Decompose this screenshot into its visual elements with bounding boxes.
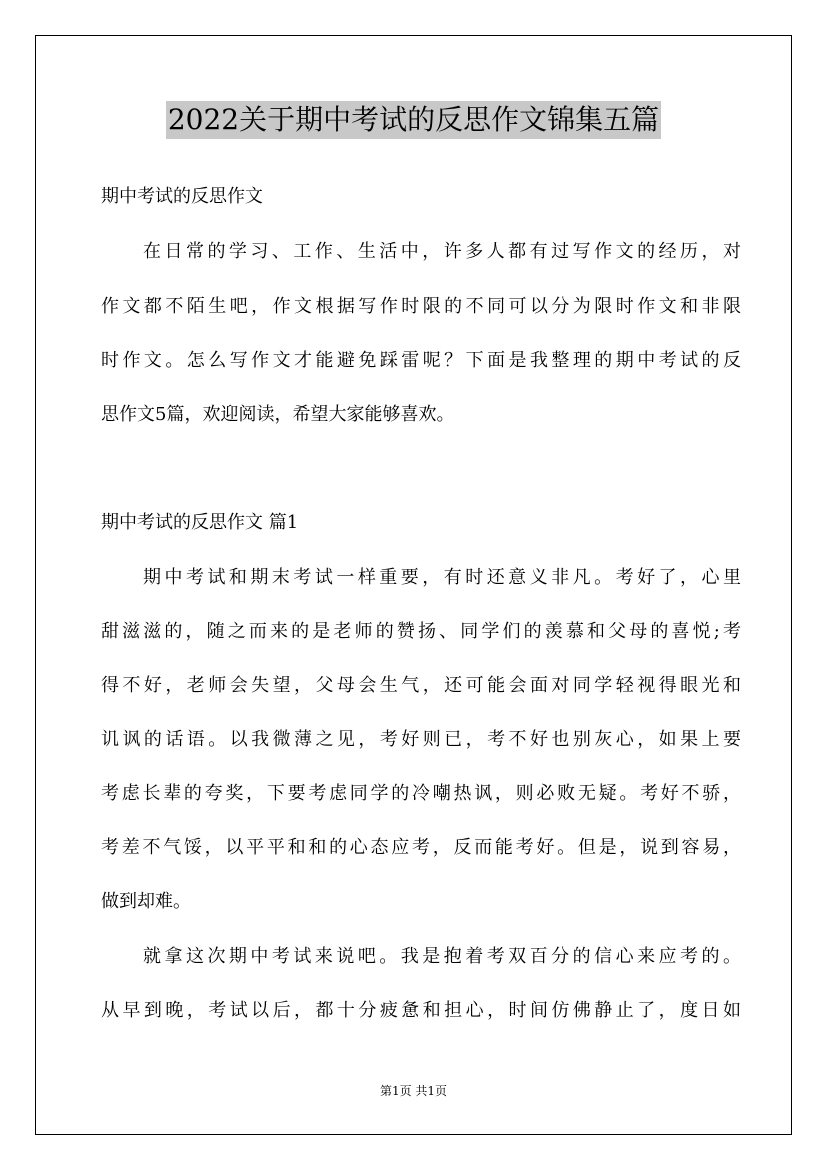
document-title: 2022关于期中考试的反思作文锦集五篇 xyxy=(166,101,661,139)
para-line: 从早到晚，考试以后，都十分疲惫和担心，时间仿佛静止了，度日如 xyxy=(101,1000,741,1021)
para-line: 就拿这次期中考试来说吧。我是抱着考双百分的信心来应考的。 xyxy=(143,946,741,967)
intro-heading: 期中考试的反思作文 xyxy=(101,186,263,207)
para-line: 甜滋滋的，随之而来的是老师的赞扬、同学们的羡慕和父母的喜悦;考 xyxy=(101,621,741,642)
para-line: 考虑长辈的夸奖，下要考虑同学的冷嘲热讽，则必败无疑。考好不骄， xyxy=(101,783,741,804)
para-line: 考差不气馁，以平平和和的心态应考，反而能考好。但是，说到容易， xyxy=(101,837,741,858)
para-line: 讥讽的话语。以我微薄之见，考好则已，考不好也别灰心，如果上要 xyxy=(101,729,741,750)
intro-line: 在日常的学习、工作、生活中，许多人都有过写作文的经历，对 xyxy=(143,241,741,262)
para-line: 做到却难。 xyxy=(101,891,191,912)
document-title-wrap xyxy=(0,101,827,139)
intro-line: 作文都不陌生吧，作文根据写作时限的不同可以分为限时作文和非限 xyxy=(101,296,741,317)
para-line: 期中考试和期末考试一样重要，有时还意义非凡。考好了，心里 xyxy=(143,567,741,588)
intro-line: 思作文5篇，欢迎阅读，希望大家能够喜欢。 xyxy=(101,404,455,425)
page-footer: 第1页 共1页 xyxy=(379,1084,448,1098)
para-line: 得不好，老师会失望，父母会生气，还可能会面对同学轻视得眼光和 xyxy=(101,675,741,696)
section1-heading: 期中考试的反思作文 篇1 xyxy=(101,512,299,533)
intro-line: 时作文。怎么写作文才能避免踩雷呢？下面是我整理的期中考试的反 xyxy=(101,350,741,371)
